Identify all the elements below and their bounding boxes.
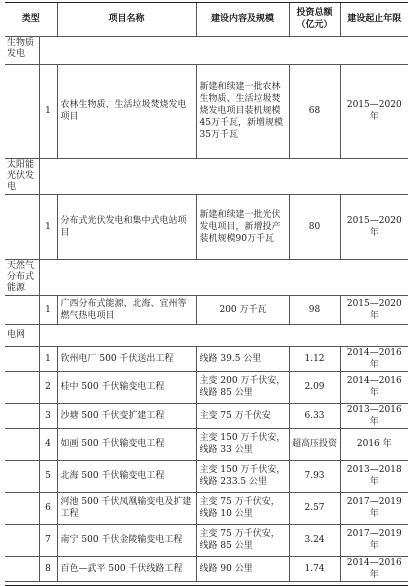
category-row [5,324,408,346]
table-row [5,194,408,259]
project-content: 主变 150 万千伏安，线路 233.5 公里 [196,460,289,492]
indent-cell [5,346,39,371]
project-investment: 68 [289,64,340,158]
header-content: 建设内容及规模 [196,3,289,36]
row-number: 8 [39,556,57,581]
project-name: 广西分布式能源、北海、宜州等燃气热电项目 [57,295,196,324]
project-content: 主变 75 万千伏安，线路 85 公里 [196,524,289,556]
project-period: 2014—2016 年 [340,556,408,581]
row-number: 1 [39,346,57,371]
project-name: 百色—武平 500 千伏线路工程 [57,556,196,581]
project-content: 线路 90 公里 [196,556,289,581]
project-table-sheet [5,2,408,586]
indent-cell [5,460,39,492]
row-number: 1 [39,295,57,324]
project-name: 钦州电厂 500 千伏送出工程 [57,346,196,371]
category-spacer [39,36,408,64]
project-content: 新建和续建一批光伏发电项目，新增投产装机规模90万千瓦 [196,194,289,259]
header-type: 类型 [5,3,57,36]
row-number: 5 [39,460,57,492]
header-row [5,3,408,36]
project-name: 河池 500 千伏凤凰输变电及扩建工程 [57,492,196,524]
category-gas: 天然气分布式能源 [5,259,39,295]
table-row [5,403,408,428]
project-name: 桂中 500 千伏输变电工程 [57,371,196,403]
indent-cell [5,295,39,324]
table-row [5,371,408,403]
project-investment: 98 [289,295,340,324]
project-name: 沙塘 500 千伏变扩建工程 [57,403,196,428]
project-name: 分布式光伏发电和集中式电站项目 [57,194,196,259]
project-content: 200 万千瓦 [196,295,289,324]
project-period: 2014—2016 年 [340,371,408,403]
project-name: 农林生物质、生活垃圾焚烧发电项目 [57,64,196,158]
indent-cell [5,64,39,158]
category-biomass: 生物质发电 [5,36,39,64]
project-period: 2015—2020 年 [340,194,408,259]
project-investment: 超高压投资 [289,428,340,460]
project-investment: 2.09 [289,371,340,403]
row-number: 3 [39,403,57,428]
indent-cell [5,492,39,524]
table-row [5,492,408,524]
row-number: 1 [39,194,57,259]
indent-cell [5,524,39,556]
category-row [5,36,408,64]
table-row [5,556,408,581]
header-name: 项目名称 [57,3,196,36]
project-investment: 6.33 [289,403,340,428]
project-period: 2013—2018 年 [340,460,408,492]
category-row [5,259,408,295]
row-number: 7 [39,524,57,556]
indent-cell [5,371,39,403]
project-period: 2017—2019 年 [340,524,408,556]
category-solar: 太阳能光伏发电 [5,158,39,194]
project-investment: 7.93 [289,460,340,492]
table-row [5,428,408,460]
project-investment: 80 [289,194,340,259]
project-period: 2013—2016 年 [340,403,408,428]
project-period: 2014—2016 年 [340,346,408,371]
project-investment: 3.24 [289,524,340,556]
project-content: 主变 150 万千伏安，线路 33 公里 [196,428,289,460]
table-row [5,295,408,324]
project-investment: 1.74 [289,556,340,581]
project-name: 北海 500 千伏输变电工程 [57,460,196,492]
indent-cell [5,194,39,259]
row-number: 6 [39,492,57,524]
category-row [5,158,408,194]
project-content: 主变 75 万千伏安 [196,403,289,428]
category-spacer [39,259,408,295]
project-period: 2017—2019 年 [340,492,408,524]
indent-cell [5,403,39,428]
category-spacer [39,324,408,346]
category-spacer [39,158,408,194]
project-content: 新建和续建一批农林生物质、生活垃圾焚烧发电项目装机规模45万千瓦，新增规模35万千瓦 [196,64,289,158]
project-name: 南宁 500 千伏金陵输变电工程 [57,524,196,556]
table-row [5,524,408,556]
row-number: 4 [39,428,57,460]
project-period: 2015—2020 年 [340,64,408,158]
project-content: 主变 75 万千伏安，线路 10 公里 [196,492,289,524]
project-table [5,3,408,582]
header-period: 建设起止年限 [340,3,408,36]
project-investment: 2.57 [289,492,340,524]
indent-cell [5,428,39,460]
project-period: 2015—2020 年 [340,295,408,324]
row-number: 2 [39,371,57,403]
project-name: 如画 500 千伏输变电工程 [57,428,196,460]
indent-cell [5,556,39,581]
category-grid: 电网 [5,324,39,346]
project-investment: 1.12 [289,346,340,371]
header-investment: 投资总额（亿元） [289,3,340,36]
table-row [5,460,408,492]
table-row [5,64,408,158]
project-content: 线路 39.5 公里 [196,346,289,371]
table-row [5,346,408,371]
project-content: 主变 200 万千伏安，线路 85 公里 [196,371,289,403]
row-number: 1 [39,64,57,158]
project-period: 2016 年 [340,428,408,460]
